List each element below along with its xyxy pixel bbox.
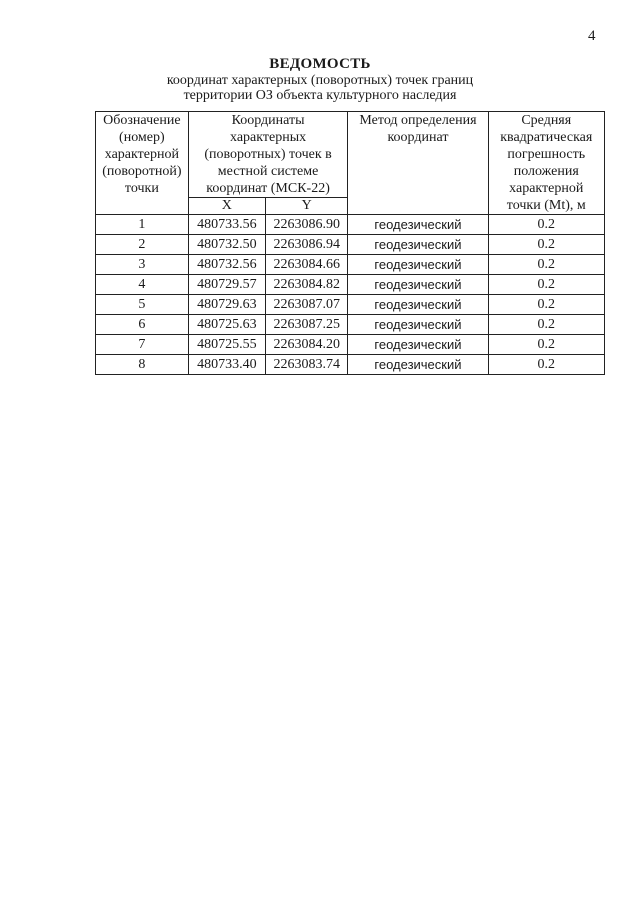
point-number: 2	[96, 235, 189, 255]
coord-y: 2263086.90	[265, 215, 347, 235]
coord-x: 480729.57	[188, 275, 265, 295]
method: геодезический	[348, 255, 488, 275]
document-heading	[0, 56, 640, 103]
method: геодезический	[348, 295, 488, 315]
mean-error: 0.2	[488, 235, 604, 255]
point-number: 1	[96, 215, 189, 235]
header-line: (поворотной)	[102, 164, 182, 179]
coord-y: 2263086.94	[265, 235, 347, 255]
header-line: Метод определения	[359, 113, 477, 128]
header-line: местной системе	[217, 164, 319, 179]
mean-error: 0.2	[488, 295, 604, 315]
method: геодезический	[348, 355, 488, 375]
header-line: положения	[513, 164, 579, 179]
mean-error: 0.2	[488, 355, 604, 375]
point-number: 6	[96, 315, 189, 335]
method: геодезический	[348, 275, 488, 295]
coord-x: 480732.50	[188, 235, 265, 255]
coord-x: 480729.63	[188, 295, 265, 315]
point-number: 3	[96, 255, 189, 275]
table-row	[96, 295, 605, 315]
mean-error: 0.2	[488, 255, 604, 275]
coord-y: 2263083.74	[265, 355, 347, 375]
coord-x: 480733.40	[188, 355, 265, 375]
mean-error: 0.2	[488, 215, 604, 235]
header-line: координат (МСК-22)	[206, 181, 330, 196]
table-row	[96, 215, 605, 235]
document-subtitle-line1: координат характерных (поворотных) точек границ	[166, 73, 474, 88]
header-line: (номер)	[119, 130, 165, 145]
mean-error: 0.2	[488, 275, 604, 295]
method: геодезический	[348, 235, 488, 255]
coordinates-table	[95, 111, 605, 375]
header-line: характерной	[509, 181, 584, 196]
document-subtitle-line2: территории ОЗ объекта культурного наследия	[183, 88, 457, 103]
document-title: ВЕДОМОСТЬ	[269, 56, 371, 72]
header-line: Средняя	[521, 113, 572, 128]
coord-y: 2263084.82	[265, 275, 347, 295]
header-y: Y	[265, 198, 347, 215]
point-number: 7	[96, 335, 189, 355]
coord-y: 2263084.20	[265, 335, 347, 355]
mean-error: 0.2	[488, 315, 604, 335]
header-line: точки (Mt), м	[506, 198, 586, 213]
header-line: Координаты	[231, 113, 305, 128]
table-row	[96, 355, 605, 375]
header-x: X	[188, 198, 265, 215]
header-line: погрешность	[507, 147, 586, 162]
coord-x: 480732.56	[188, 255, 265, 275]
header-line: квадратическая	[500, 130, 593, 145]
header-line: характерных	[230, 130, 307, 145]
mean-error: 0.2	[488, 335, 604, 355]
method: геодезический	[348, 215, 488, 235]
table-row	[96, 335, 605, 355]
header-line: Обозначение	[103, 113, 181, 128]
header-line: точки	[124, 181, 159, 196]
header-designation	[96, 112, 189, 215]
table-row	[96, 315, 605, 335]
table-row	[96, 235, 605, 255]
method: геодезический	[348, 335, 488, 355]
coord-x: 480725.55	[188, 335, 265, 355]
coord-x: 480725.63	[188, 315, 265, 335]
coord-y: 2263087.07	[265, 295, 347, 315]
coord-y: 2263084.66	[265, 255, 347, 275]
point-number: 8	[96, 355, 189, 375]
header-line: характерной	[104, 147, 179, 162]
method: геодезический	[348, 315, 488, 335]
header-error	[488, 112, 604, 215]
page-number: 4	[588, 28, 596, 44]
coord-y: 2263087.25	[265, 315, 347, 335]
header-coordinates	[188, 112, 348, 198]
header-line: координат	[387, 130, 449, 145]
header-method	[348, 112, 488, 215]
table-row	[96, 255, 605, 275]
coord-x: 480733.56	[188, 215, 265, 235]
header-line: (поворотных) точек в	[204, 147, 332, 162]
point-number: 5	[96, 295, 189, 315]
point-number: 4	[96, 275, 189, 295]
table-row	[96, 275, 605, 295]
